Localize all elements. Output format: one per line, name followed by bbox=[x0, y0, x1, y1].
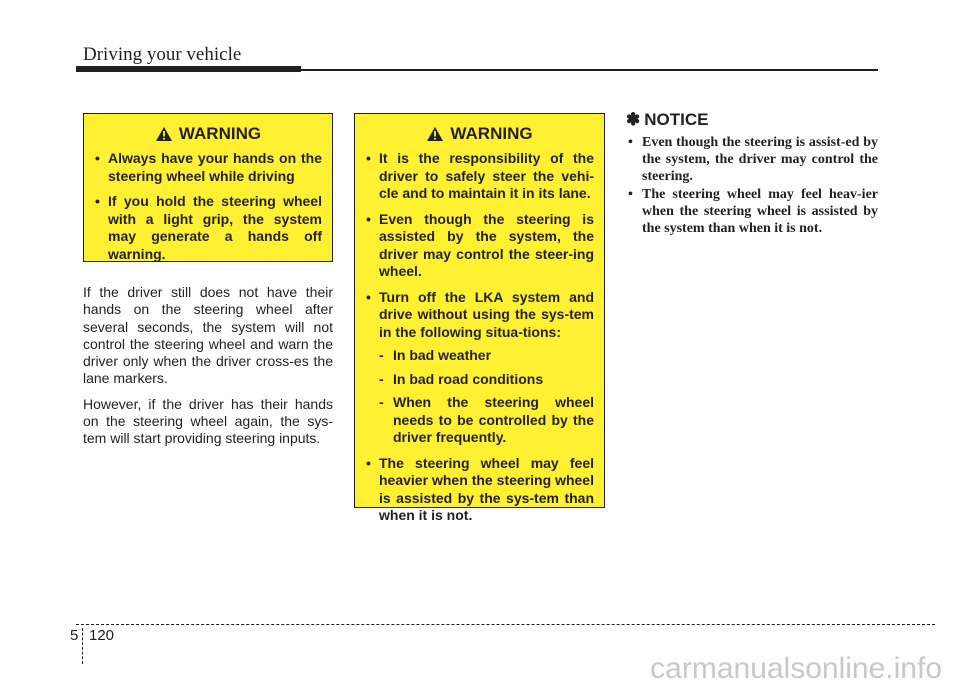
body-paragraph: However, if the driver has their hands on the steering wheel again, the sys-tem will start providing steering inputs. bbox=[83, 395, 333, 447]
warning-item: • Always have your hands on the steering wheel while driving bbox=[94, 150, 322, 185]
section-number: 5 bbox=[70, 627, 79, 644]
warning-triangle-icon bbox=[426, 126, 444, 142]
warning-sub-item: - In bad weather bbox=[379, 347, 594, 365]
warning-sub-item: - When the steering wheel needs to be controlled by the driver frequently. bbox=[379, 394, 594, 447]
warning-item-text: Turn off the LKA system and drive without using the sys-tem in the following situa-tions: bbox=[379, 288, 594, 340]
warning-item: • Even though the steering is assisted by the system, the driver may control the steer-ing wheel. bbox=[365, 211, 594, 281]
notice-asterisk-icon: ✽ bbox=[626, 110, 641, 129]
footer-divider bbox=[82, 628, 83, 664]
warning-list bbox=[365, 150, 594, 525]
warning-item: • If you hold the steering wheel with a light grip, the system may generate a hands off warning. bbox=[94, 193, 322, 263]
warning-heading bbox=[94, 124, 322, 144]
warning-item: • It is the responsibility of the driver to safely steer the vehi-cle and to maintain it in its lane. bbox=[365, 150, 594, 203]
warning-box-responsibility bbox=[354, 113, 605, 523]
page-header-title: Driving your vehicle bbox=[83, 44, 242, 65]
warning-list bbox=[94, 150, 322, 263]
notice-item: • Even though the steering is assist-ed by the system, the driver may control the steering. bbox=[626, 134, 878, 185]
page-number: 120 bbox=[89, 627, 115, 644]
warning-heading bbox=[365, 124, 594, 144]
body-paragraph: If the driver still does not have their hands on the steering wheel after several seconds, the system will not control the steering wheel and warn the driver only when the driver cross-es the lane markers. bbox=[83, 284, 333, 387]
warning-item-with-subitems bbox=[365, 289, 594, 447]
footer-rule bbox=[76, 624, 935, 625]
warning-item: • The steering wheel may feel heavier when the steering wheel is assisted by the sys-tem than when it is not. bbox=[365, 455, 594, 525]
warning-sub-list bbox=[379, 347, 594, 447]
watermark: carmanualsonline.info bbox=[650, 652, 942, 685]
warning-heading-text: WARNING bbox=[450, 124, 533, 143]
warning-box-hands-on bbox=[83, 113, 333, 262]
notice-item: • The steering wheel may feel heav-ier when the steering wheel is assisted by the system than when it is not. bbox=[626, 186, 878, 237]
header-rule-thick bbox=[76, 66, 301, 72]
body-text bbox=[83, 284, 333, 456]
notice-list bbox=[626, 134, 878, 237]
header-rule-thin bbox=[300, 69, 878, 71]
warning-triangle-icon bbox=[155, 126, 173, 142]
notice-heading-text: NOTICE bbox=[644, 110, 709, 129]
notice-section bbox=[626, 110, 878, 238]
warning-sub-item: - In bad road conditions bbox=[379, 371, 594, 389]
notice-heading bbox=[626, 110, 878, 130]
warning-heading-text: WARNING bbox=[178, 124, 262, 143]
